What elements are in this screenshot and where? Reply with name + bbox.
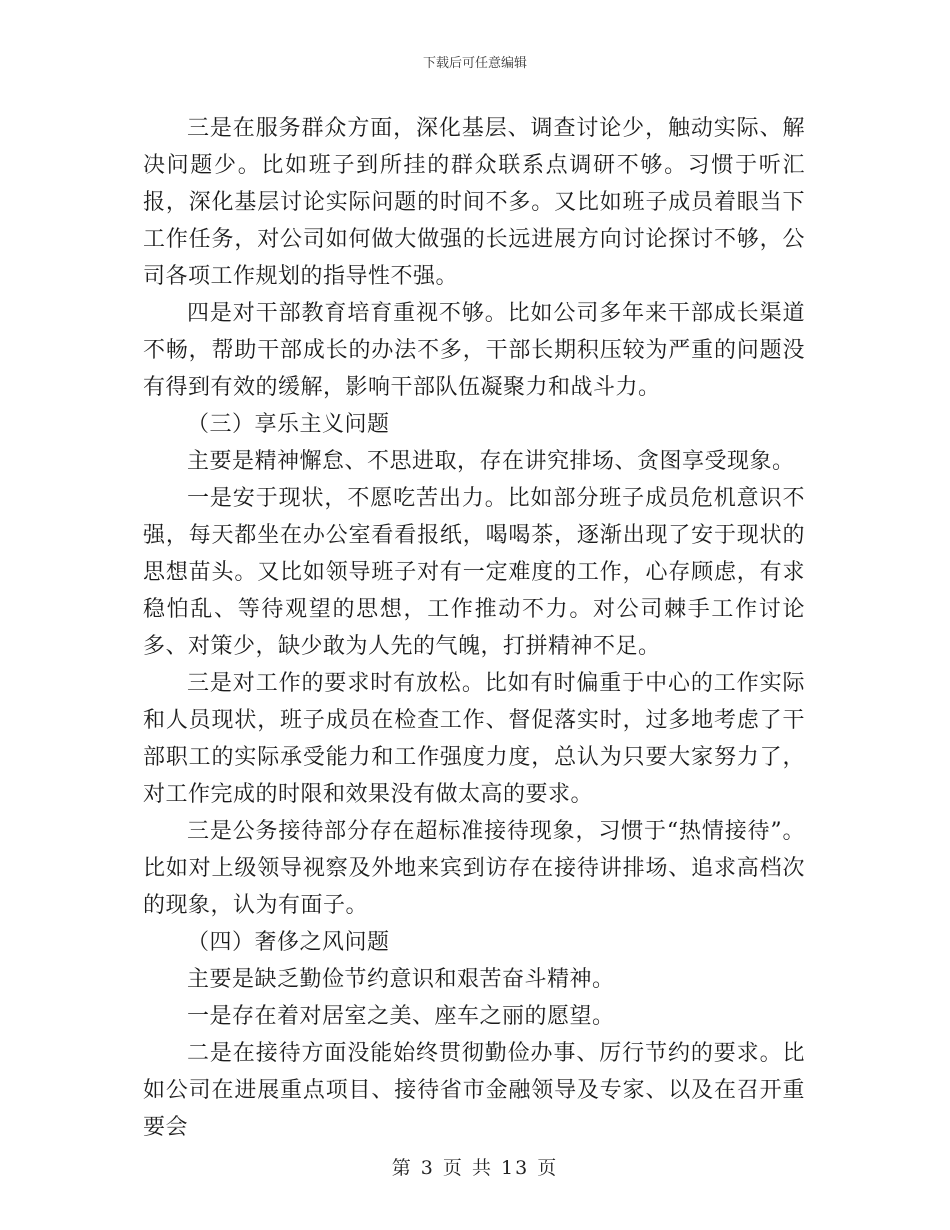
document-body [143,110,805,1146]
paragraph-luxury-desire: 一是存在着对居室之美、座车之丽的愿望。 [187,1004,615,1029]
paragraph-extravagance-summary: 主要是缺乏勤俭节约意识和艰苦奋斗精神。 [187,967,615,992]
paragraph-official-reception: 三是公务接待部分存在超标准接待现象，习惯于“热情接待”。比如对上级领导视察及外地来宾到访存在接待讲排场、追求高档次的现象，认为有面子。 [143,819,805,918]
paragraph-work-requirements: 三是对工作的要求时有放松。比如有时偏重于中心的工作实际和人员现状，班子成员在检查工作、督促落实时，过多地考虑了干部职工的实际承受能力和工作强度力度，总认为只要大家努力了，对工作完成的时限和效果没有做太高的要求。 [143,671,805,807]
section-heading-extravagance: （四）奢侈之风问题 [187,930,390,955]
paragraph-hedonism-summary: 主要是精神懈怠、不思进取，存在讲究排场、贪图享受现象。 [187,449,795,474]
paragraph-service-masses: 三是在服务群众方面，深化基层、调查讨论少，触动实际、解决问题少。比如班子到所挂的群众联系点调研不够。习惯于听汇报，深化基层讨论实际问题的时间不多。又比如班子成员着眼当下工作任务，对公司如何做大做强的长远进展方向讨论探讨不够，公司各项工作规划的指导性不强。 [143,116,805,289]
page-header-note: 下载后可任意编辑 [422,56,527,71]
page-number: 第 3 页 共 13 页 [391,1157,559,1179]
paragraph-reception-frugality: 二是在接待方面没能始终贯彻勤俭办事、厉行节约的要求。比如公司在进展重点项目、接待省市金融领导及专家、以及在召开重要会 [143,1041,805,1140]
section-heading-hedonism: （三）享乐主义问题 [187,412,390,437]
paragraph-complacency: 一是安于现状，不愿吃苦出力。比如部分班子成员危机意识不强，每天都坐在办公室看看报纸，喝喝茶，逐渐出现了安于现状的思想苗头。又比如领导班子对有一定难度的工作，心存顾虑，有求稳怕乱、等待观望的思想，工作推动不力。对公司棘手工作讨论多、对策少，缺少敢为人先的气魄，打拼精神不足。 [143,486,805,659]
paragraph-cadre-training: 四是对干部教育培育重视不够。比如公司多年来干部成长渠道不畅，帮助干部成长的办法不多，干部长期积压较为严重的问题没有得到有效的缓解，影响干部队伍凝聚力和战斗力。 [143,301,805,400]
